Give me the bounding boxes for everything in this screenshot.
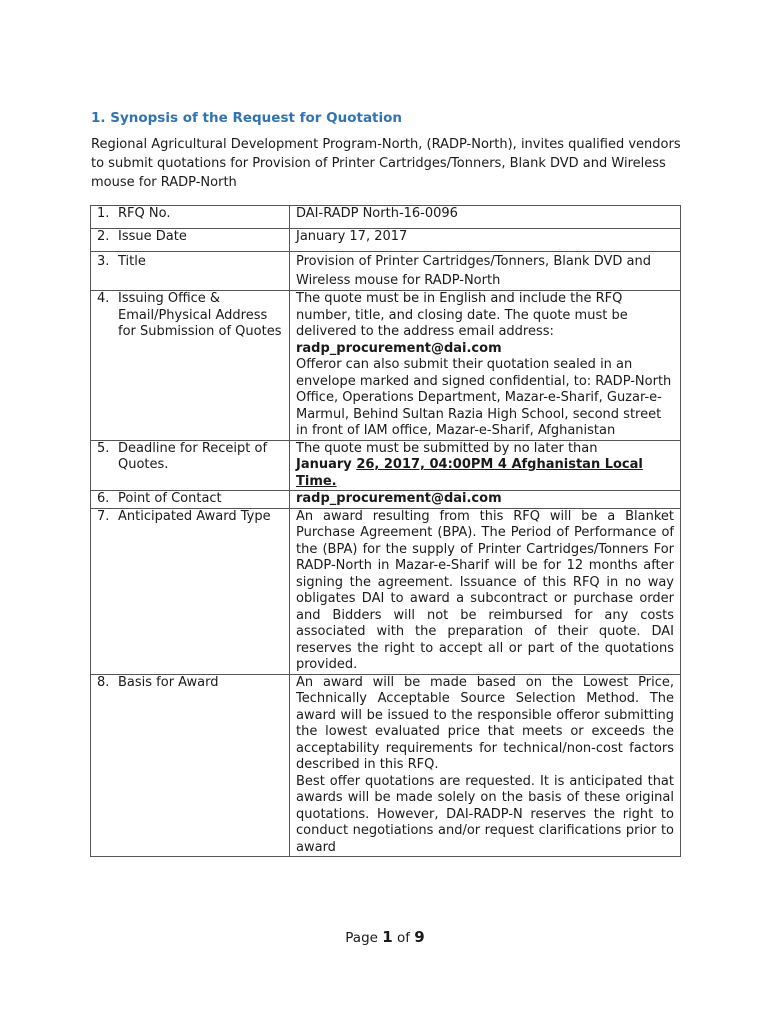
table-row <box>91 440 681 491</box>
row-number: 4. <box>97 291 110 306</box>
table-row <box>91 252 681 291</box>
row-label: Point of Contact <box>118 491 222 506</box>
basis-for-award-value <box>290 674 681 857</box>
issue-date-value: January 17, 2017 <box>290 229 681 252</box>
issuing-office-address: Offeror can also submit their quotation sealed in an envelope marked and signed confidential, to: RADP-North Office, Operations Department, Mazar-e-Sharif, Guzar-e-Marmul, Behind Sultan Razia High School, second street in front of IAM office, Mazar-e-Sharif, Afghanistan <box>296 357 672 438</box>
row-label-cell <box>91 674 290 857</box>
row-label: Anticipated Award Type <box>118 508 271 524</box>
rfq-table <box>90 205 681 857</box>
page-word: Page <box>345 930 378 946</box>
table-row <box>91 206 681 229</box>
row-label: RFQ No. <box>118 206 171 221</box>
row-number: 1. <box>97 206 110 221</box>
point-of-contact-email: radp_procurement@dai.com <box>290 491 681 509</box>
rfq-number-value: DAI-RADP North-16-0096 <box>290 206 681 229</box>
row-label-cell <box>91 206 290 229</box>
row-label-cell <box>91 491 290 509</box>
row-label-cell <box>91 440 290 491</box>
basis-for-award-paragraph-2: Best offer quotations are requested. It is anticipated that awards will be made solely on the basis of these original quotations. However, DAI-RADP-N reserves the right to conduct negotiations and/or request clarifications prior to award <box>296 773 674 855</box>
row-number: 5. <box>97 440 110 456</box>
row-number: 7. <box>97 508 110 524</box>
row-label: Basis for Award <box>118 674 219 690</box>
basis-for-award-paragraph-1: An award will be made based on the Lowest Price, Technically Acceptable Source Selection Method. The award will be issued to the responsible offeror submitting the lowest evaluated price that meets or exceeds the acceptability requirements for technical/non-cost factors described in this RFQ. <box>296 674 674 772</box>
table-row <box>91 491 681 509</box>
row-number: 8. <box>97 674 110 690</box>
table-row <box>91 291 681 441</box>
row-label-cell <box>91 291 290 441</box>
deadline-value <box>290 440 681 491</box>
row-label-cell <box>91 229 290 252</box>
issuing-office-value <box>290 291 681 441</box>
row-label: Issuing Office & Email/Physical Address for Submission of Quotes <box>118 291 282 339</box>
award-type-value: An award resulting from this RFQ will be a Blanket Purchase Agreement (BPA). The Period of Performance of the (BPA) for the supply of Printer Cartridges/Tonners For RADP-North in Mazar-e-Sharif will be for 12 months after signing the agreement. Issuance of this RFQ in no way obligates DAI to award a subcontract or purchase order and Bidders will not be reimbursed for any costs associated with the preparation of their quote. DAI reserves the right to accept all or part of the quotations provided. <box>290 508 681 674</box>
row-number: 6. <box>97 491 110 506</box>
section-heading: 1. Synopsis of the Request for Quotation <box>91 110 403 126</box>
table-row <box>91 508 681 674</box>
deadline-month: January <box>296 457 357 472</box>
row-label: Deadline for Receipt of Quotes. <box>118 440 268 472</box>
issuing-office-intro: The quote must be in English and include the RFQ number, title, and closing date. The quote must be delivered to the address email address: <box>296 291 628 339</box>
intro-paragraph: Regional Agricultural Development Program-North, (RADP-North), invites qualified vendors to submit quotations for Provision of Printer Cartridges/Tonners, Blank DVD and Wireless mouse for RADP-North <box>91 137 681 190</box>
page-footer <box>0 928 770 946</box>
row-number: 3. <box>97 254 110 269</box>
page-current: 1 <box>382 928 393 946</box>
table-row <box>91 229 681 252</box>
title-value: Provision of Printer Cartridges/Tonners, Blank DVD and Wireless mouse for RADP-North <box>290 252 681 291</box>
contact-email: radp_procurement@dai.com <box>296 340 502 356</box>
table-row <box>91 674 681 857</box>
deadline-date: 26, 2017, 04:00PM 4 Afghanistan Local Time. <box>296 457 643 489</box>
row-label: Issue Date <box>118 229 187 244</box>
page-total: 9 <box>414 928 425 946</box>
row-number: 2. <box>97 229 110 244</box>
row-label-cell <box>91 508 290 674</box>
row-label: Title <box>118 254 146 269</box>
of-word: of <box>396 930 410 946</box>
row-label-cell <box>91 252 290 291</box>
deadline-intro: The quote must be submitted by no later than <box>296 440 598 456</box>
